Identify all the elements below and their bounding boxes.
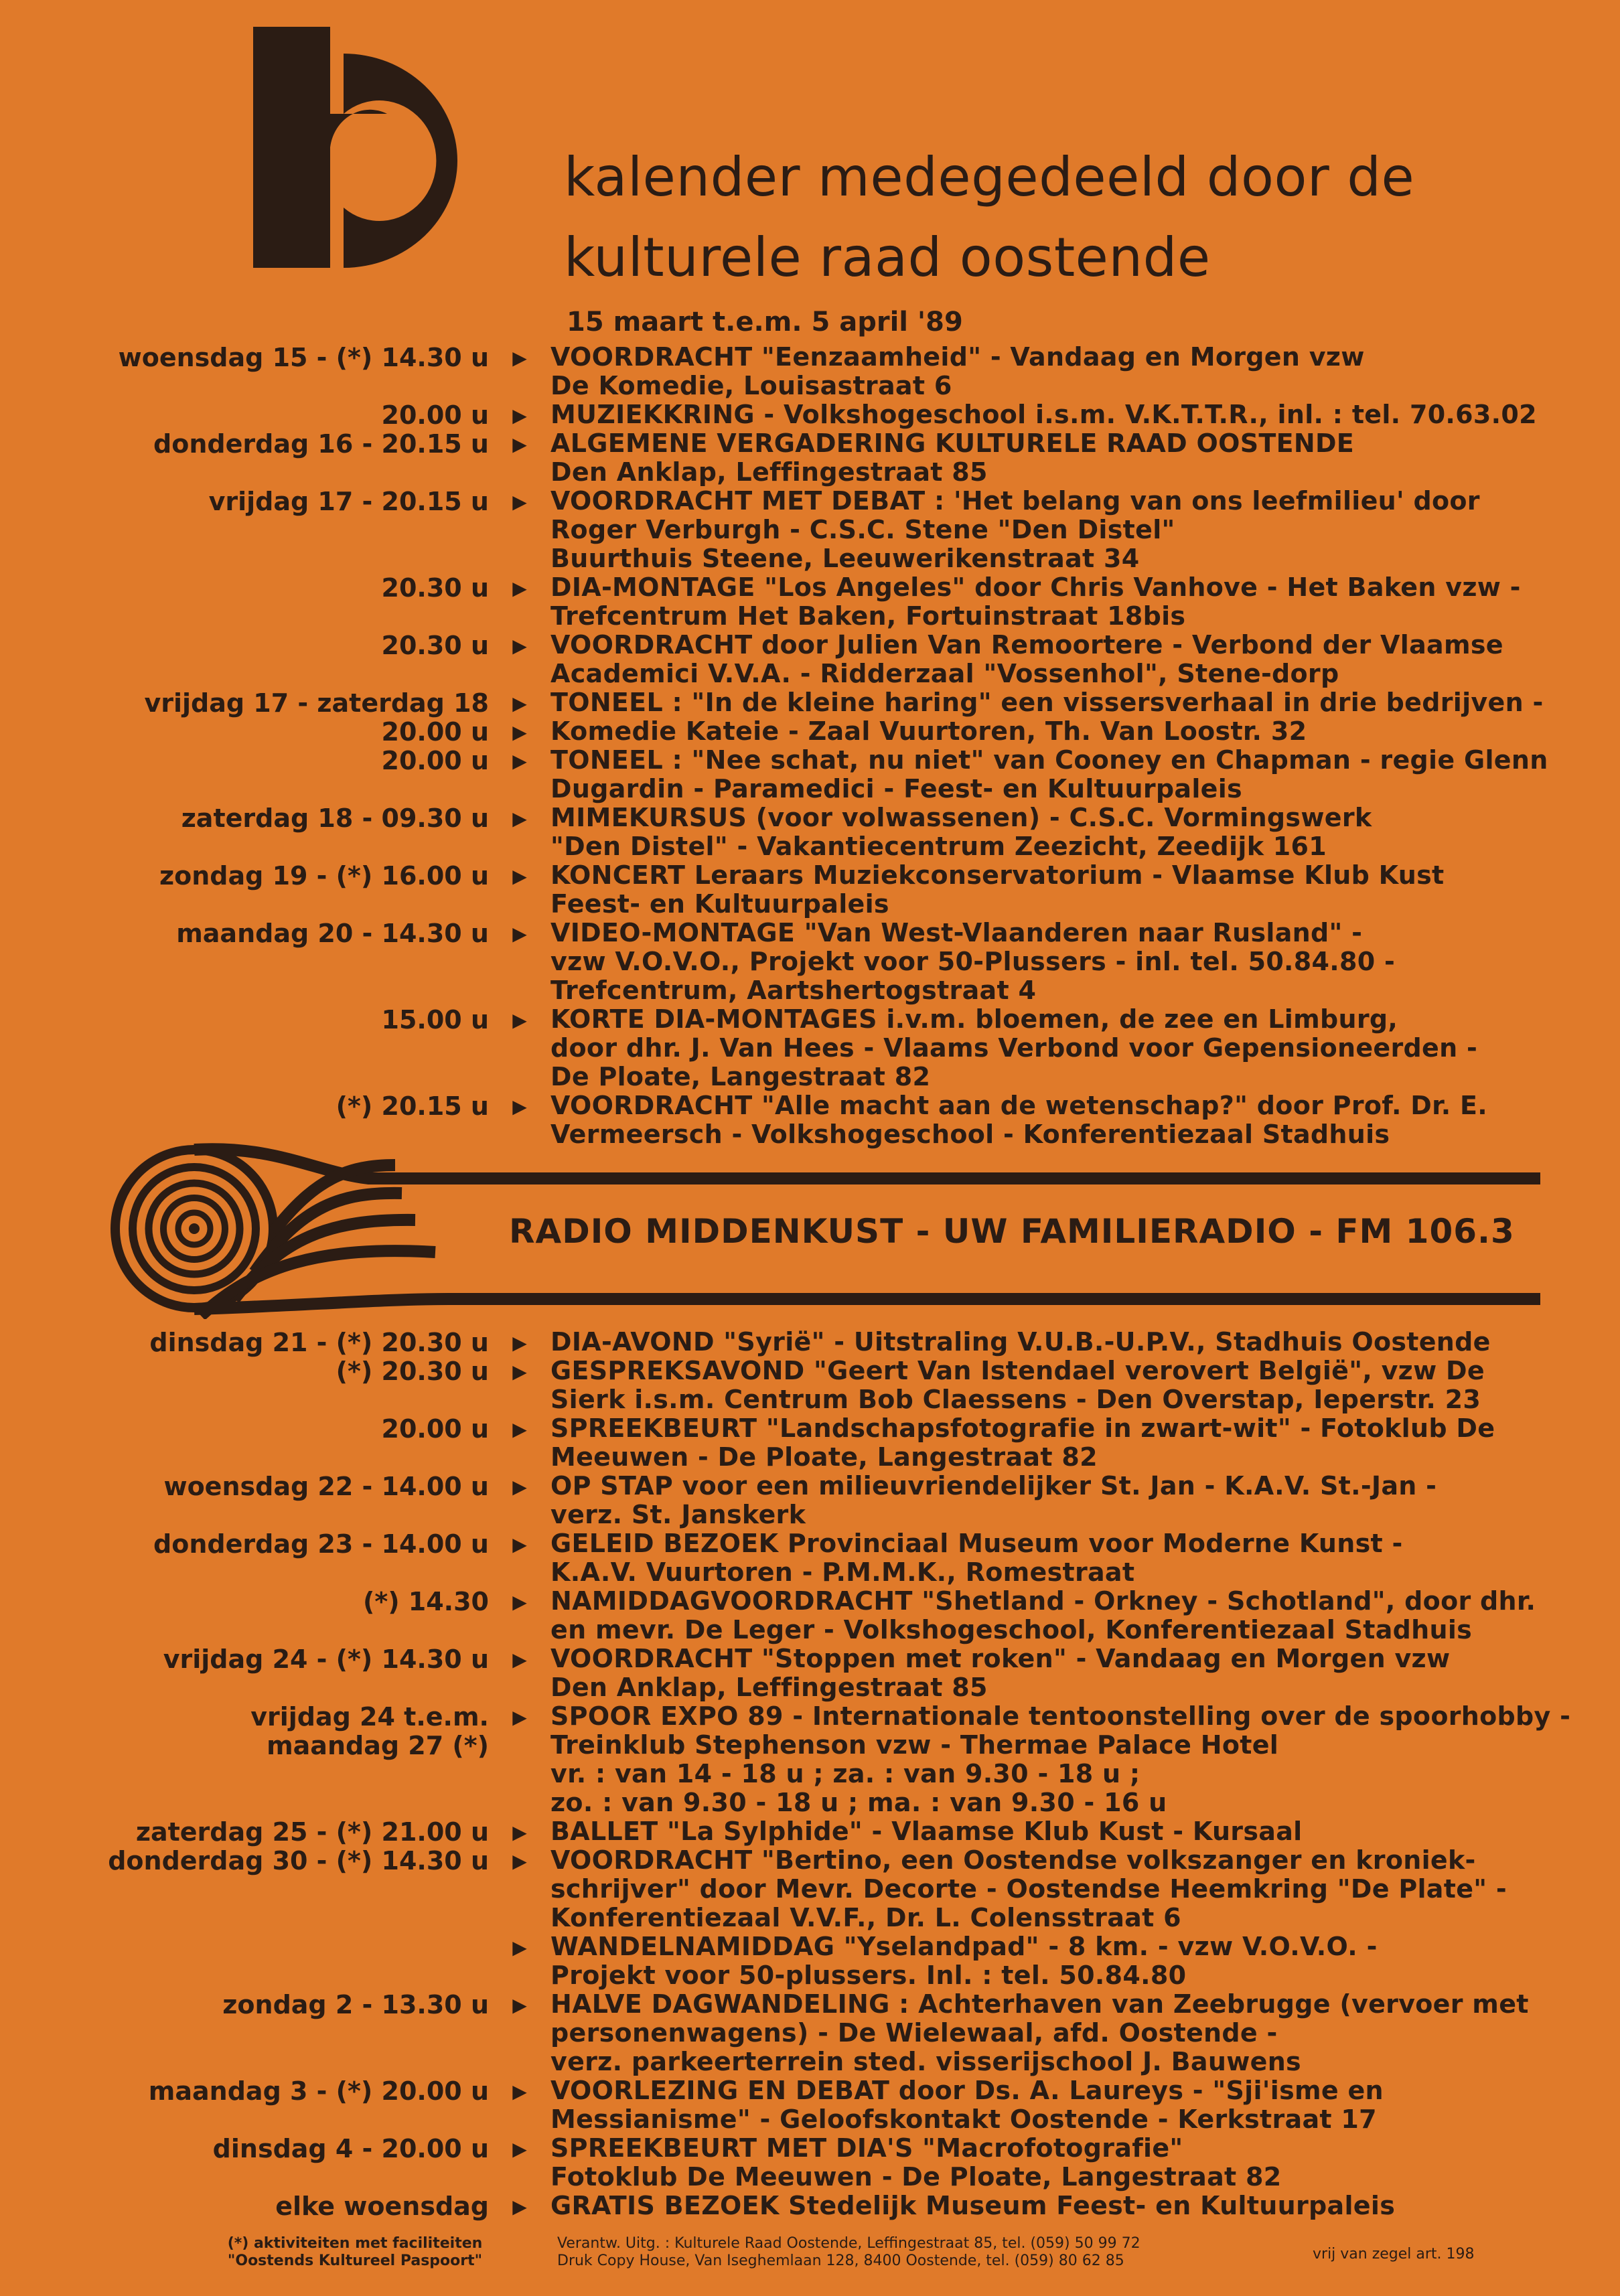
event-description	[550, 1328, 1536, 1414]
arrow-column	[489, 631, 550, 660]
event-line: OP STAP voor een milieuvriendelijker St. Jan - K.A.V. St.-Jan -	[550, 1471, 1437, 1501]
arrow-column	[489, 1005, 550, 1035]
arrow-column	[489, 1932, 550, 1962]
event-date: (*) 20.15 u	[336, 1091, 489, 1121]
event-description	[550, 1990, 1536, 2076]
event-description	[550, 1005, 1536, 1091]
event-line: WANDELNAMIDDAG "Yselandpad" - 8 km. - vzw V.O.V.O. -	[550, 1932, 1378, 1961]
play-triangle-icon: ▶	[512, 635, 527, 657]
footnote-line-1: (*) aktiviteiten met faciliteiten	[227, 2235, 483, 2252]
event-entry	[0, 803, 1620, 861]
play-triangle-icon: ▶	[512, 404, 527, 427]
event-entry	[0, 573, 1620, 631]
event-line: ALGEMENE VERGADERING KULTURELE RAAD OOSTENDE	[550, 429, 1355, 458]
arrow-column	[489, 1529, 550, 1559]
event-line: TONEEL : "In de kleine haring" een vissersverhaal in drie bedrijven -	[550, 688, 1544, 717]
play-triangle-icon: ▶	[512, 347, 527, 369]
event-date: woensdag 15 - (*) 14.30 u	[118, 343, 489, 372]
event-date: zaterdag 25 - (*) 21.00 u donderdag 30 - (*) 14.30 u	[108, 1817, 489, 1876]
event-line: Buurthuis Steene, Leeuwerikenstraat 34	[550, 544, 1140, 573]
event-date: donderdag 23 - 14.00 u	[153, 1529, 489, 1559]
arrow-column	[489, 1328, 550, 1386]
event-entry	[0, 1328, 1620, 1414]
play-triangle-icon: ▶	[512, 1850, 527, 1872]
event-line: Treinklub Stephenson vzw - Thermae Palace Hotel	[550, 1730, 1279, 1760]
event-line: Vermeersch - Volkshogeschool - Konferentiezaal Stadhuis	[550, 1120, 1390, 1149]
event-line: VOORDRACHT "Bertino, een Oostendse volkszanger en kroniek-	[550, 1845, 1476, 1875]
event-date: zaterdag 18 - 09.30 u	[181, 803, 489, 833]
event-description	[550, 631, 1536, 688]
arrow-column	[489, 1990, 550, 2019]
event-entry	[0, 1587, 1620, 1644]
arrow-column	[489, 2192, 550, 2221]
event-description	[550, 343, 1536, 400]
event-line: DIA-AVOND "Syrië" - Uitstraling V.U.B.-U.P.V., Stadhuis Oostende	[550, 1327, 1491, 1357]
event-line: VOORDRACHT door Julien Van Remoortere - Verbond der Vlaamse	[550, 630, 1503, 660]
play-triangle-icon: ▶	[512, 692, 527, 714]
event-line: Academici V.V.A. - Ridderzaal "Vossenhol", Stene-dorp	[550, 659, 1339, 688]
play-triangle-icon: ▶	[512, 1095, 527, 1118]
play-triangle-icon: ▶	[512, 577, 527, 599]
event-line: en mevr. De Leger - Volkshogeschool, Konferentiezaal Stadhuis	[550, 1615, 1473, 1644]
event-date: zondag 2 - 13.30 u	[222, 1990, 489, 2019]
play-triangle-icon: ▶	[512, 1476, 527, 1498]
play-triangle-icon: ▶	[512, 2196, 527, 2218]
event-description	[550, 2076, 1536, 2134]
event-date: dinsdag 4 - 20.00 u	[212, 2134, 489, 2163]
event-line: "Den Distel" - Vakantiecentrum Zeezicht, Zeedijk 161	[550, 832, 1327, 861]
kro-logo-icon	[253, 27, 521, 268]
event-entry	[0, 1817, 1620, 1932]
stamp-note: vrij van zegel art. 198	[1313, 2246, 1475, 2263]
event-date	[0, 1932, 489, 1933]
event-line: De Ploate, Langestraat 82	[550, 1062, 931, 1091]
events-part-2	[0, 1328, 1620, 2221]
event-entry	[0, 487, 1620, 573]
event-description	[550, 1644, 1536, 1702]
play-triangle-icon: ▶	[512, 750, 527, 772]
event-date: (*) 14.30	[362, 1587, 489, 1616]
play-triangle-icon: ▶	[512, 1361, 527, 1383]
title-line-1: kalender medegedeeld door de	[564, 146, 1415, 208]
arrow-column	[489, 2134, 550, 2163]
arrow-column	[489, 1817, 550, 1876]
event-line: Trefcentrum Het Baken, Fortuinstraat 18bis	[550, 601, 1186, 631]
event-line: vr. : van 14 - 18 u ; za. : van 9.30 - 18 u ;	[550, 1759, 1140, 1788]
event-entry	[0, 631, 1620, 688]
event-line: VOORDRACHT "Stoppen met roken" - Vandaag en Morgen vzw	[550, 1644, 1451, 1673]
event-line: verz. St. Janskerk	[550, 1500, 806, 1529]
arrow-column	[489, 1414, 550, 1444]
event-description	[550, 1701, 1571, 1817]
arrow-column	[489, 803, 550, 833]
event-date: woensdag 22 - 14.00 u	[163, 1472, 489, 1501]
arrow-column	[489, 1644, 550, 1674]
event-date: maandag 3 - (*) 20.00 u	[148, 2076, 489, 2106]
arrow-column	[489, 487, 550, 516]
event-date: vrijdag 24 t.e.m. maandag 27 (*)	[250, 1702, 489, 1760]
events-part-1	[0, 343, 1620, 1149]
play-triangle-icon: ▶	[512, 2138, 527, 2160]
play-triangle-icon: ▶	[512, 433, 527, 455]
event-line: GRATIS BEZOEK Stedelijk Museum Feest- en Kultuurpaleis	[550, 2191, 1396, 2220]
arrow-column	[489, 343, 550, 372]
play-triangle-icon: ▶	[512, 1591, 527, 1613]
event-line: VOORDRACHT MET DEBAT : 'Het belang van ons leefmilieu' door	[550, 486, 1480, 516]
play-triangle-icon: ▶	[512, 491, 527, 513]
event-entry	[0, 1702, 1620, 1817]
event-line: VIDEO-MONTAGE "Van West-Vlaanderen naar Rusland" -	[550, 918, 1363, 947]
event-entry	[0, 400, 1620, 487]
event-line: SPREEKBEURT MET DIA'S "Macrofotografie"	[550, 2133, 1183, 2163]
event-entry	[0, 2192, 1620, 2221]
event-line: Komedie Kateie - Zaal Vuurtoren, Th. Van Loostr. 32	[550, 716, 1307, 746]
event-line: VOORLEZING EN DEBAT door Ds. A. Laureys - "Sji'isme en	[550, 2076, 1384, 2105]
event-entry	[0, 1472, 1620, 1529]
event-date: zondag 19 - (*) 16.00 u	[159, 861, 489, 891]
arrow-column	[489, 573, 550, 603]
event-line: K.A.V. Vuurtoren - P.M.M.K., Romestraat	[550, 1557, 1135, 1587]
event-line: VOORDRACHT "Alle macht aan de wetenschap?" door Prof. Dr. E.	[550, 1091, 1488, 1120]
arrow-column	[489, 861, 550, 891]
event-line: NAMIDDAGVOORDRACHT "Shetland - Orkney - Schotland", door dhr.	[550, 1586, 1536, 1616]
play-triangle-icon: ▶	[512, 808, 527, 830]
event-date: vrijdag 24 - (*) 14.30 u	[163, 1644, 489, 1674]
event-date: 15.00 u	[381, 1005, 489, 1035]
event-description	[550, 1587, 1536, 1644]
arrow-column	[489, 688, 550, 775]
event-description	[550, 1414, 1536, 1472]
event-line: vzw V.O.V.O., Projekt voor 50-Plussers - inl. tel. 50.84.80 -	[550, 947, 1396, 976]
event-line: Sierk i.s.m. Centrum Bob Claessens - Den Overstap, Ieperstr. 23	[550, 1385, 1481, 1414]
play-triangle-icon: ▶	[512, 923, 527, 945]
event-date: vrijdag 17 - zaterdag 18 20.00 u 20.00 u	[144, 688, 489, 775]
event-date: 20.30 u	[381, 631, 489, 660]
event-line: Dugardin - Paramedici - Feest- en Kultuurpaleis	[550, 774, 1242, 803]
event-entry	[0, 2134, 1620, 2192]
event-entry	[0, 919, 1620, 1005]
arrow-column	[489, 1472, 550, 1501]
period-label: 15 maart t.e.m. 5 april '89	[567, 307, 963, 337]
arrow-column	[489, 1091, 550, 1121]
event-line: KORTE DIA-MONTAGES i.v.m. bloemen, de zee en Limburg,	[550, 1004, 1398, 1034]
publisher-info	[557, 2235, 1140, 2270]
play-triangle-icon: ▶	[512, 1821, 527, 1843]
event-line: HALVE DAGWANDELING : Achterhaven van Zeebrugge (vervoer met	[550, 1989, 1529, 2019]
play-triangle-icon: ▶	[512, 1936, 527, 1959]
event-line: TONEEL : "Nee schat, nu niet" van Cooney en Chapman - regie Glenn	[550, 745, 1548, 775]
event-line: Den Anklap, Leffingestraat 85	[550, 1673, 988, 1702]
play-triangle-icon: ▶	[512, 1418, 527, 1440]
event-line: MUZIEKKRING - Volkshogeschool i.s.m. V.K.T.T.R., inl. : tel. 70.63.02	[550, 400, 1537, 429]
event-date: elke woensdag	[275, 2192, 489, 2221]
play-triangle-icon: ▶	[512, 1994, 527, 2016]
event-description	[550, 688, 1548, 803]
publisher-line-1: Verantw. Uitg. : Kulturele Raad Oostende, Leffingestraat 85, tel. (059) 50 99 72	[557, 2235, 1140, 2252]
event-description	[550, 919, 1536, 1005]
event-description	[550, 2192, 1536, 2220]
event-line: Konferentiezaal V.V.F., Dr. L. Colensstraat 6	[550, 1903, 1181, 1932]
event-line: GELEID BEZOEK Provinciaal Museum voor Moderne Kunst -	[550, 1529, 1403, 1558]
event-date: vrijdag 17 - 20.15 u	[208, 487, 489, 516]
event-line: Meeuwen - De Ploate, Langestraat 82	[550, 1442, 1098, 1472]
title-line-2: kulturele raad oostende	[564, 226, 1211, 289]
event-line: Trefcentrum, Aartshertogstraat 4	[550, 976, 1037, 1005]
arrow-column	[489, 919, 550, 948]
event-entry	[0, 1932, 1620, 1990]
event-entry	[0, 1005, 1620, 1091]
event-entry	[0, 688, 1620, 803]
event-line: Fotoklub De Meeuwen - De Ploate, Langestraat 82	[550, 2162, 1282, 2192]
event-description	[550, 803, 1536, 861]
event-line: Messianisme" - Geloofskontakt Oostende - Kerkstraat 17	[550, 2104, 1377, 2134]
arrow-column	[489, 1702, 550, 1732]
event-line: Roger Verburgh - C.S.C. Stene "Den Distel"	[550, 515, 1175, 544]
play-triangle-icon: ▶	[512, 1533, 527, 1555]
play-triangle-icon: ▶	[512, 721, 527, 743]
radio-banner-text: RADIO MIDDENKUST - UW FAMILIERADIO - FM 106.3	[509, 1212, 1515, 1251]
page-title	[564, 137, 1568, 298]
event-line: De Komedie, Louisastraat 6	[550, 371, 952, 400]
event-entry	[0, 2076, 1620, 2134]
event-line: verz. parkeerterrein sted. visserijschool J. Bauwens	[550, 2047, 1301, 2076]
event-line: personenwagens) - De Wielewaal, afd. Oostende -	[550, 2018, 1278, 2048]
play-triangle-icon: ▶	[512, 1706, 527, 1728]
event-date: maandag 20 - 14.30 u	[176, 919, 489, 948]
event-date: 20.00 u	[381, 1414, 489, 1444]
arrow-column	[489, 400, 550, 459]
event-line: door dhr. J. Van Hees - Vlaams Verbond voor Gepensioneerden -	[550, 1033, 1478, 1063]
event-line: GESPREKSAVOND "Geert Van Istendael verovert België", vzw De	[550, 1356, 1485, 1385]
event-entry	[0, 1990, 1620, 2076]
event-line: SPOOR EXPO 89 - Internationale tentoonstelling over de spoorhobby -	[550, 1701, 1571, 1731]
event-date: dinsdag 21 - (*) 20.30 u (*) 20.30 u	[149, 1328, 489, 1386]
arrow-column	[489, 2076, 550, 2106]
publisher-line-2: Druk Copy House, Van Iseghemlaan 128, 8400 Oostende, tel. (059) 80 62 85	[557, 2252, 1124, 2269]
event-line: SPREEKBEURT "Landschapsfotografie in zwart-wit" - Fotoklub De	[550, 1413, 1495, 1443]
play-triangle-icon: ▶	[512, 1009, 527, 1031]
footnote-line-2: "Oostends Kultureel Paspoort"	[227, 2252, 483, 2269]
play-triangle-icon: ▶	[512, 865, 527, 887]
event-entry	[0, 1529, 1620, 1587]
event-description	[550, 1932, 1536, 1990]
event-entry	[0, 861, 1620, 919]
event-entry	[0, 343, 1620, 400]
event-line: VOORDRACHT "Eenzaamheid" - Vandaag en Morgen vzw	[550, 342, 1365, 372]
event-line: Feest- en Kultuurpaleis	[550, 889, 889, 919]
event-line: BALLET "La Sylphide" - Vlaamse Klub Kust - Kursaal	[550, 1817, 1303, 1846]
event-entry	[0, 1644, 1620, 1702]
arrow-column	[489, 1587, 550, 1616]
event-line: schrijver" door Mevr. Decorte - Oostendse Heemkring "De Plate" -	[550, 1874, 1507, 1904]
event-description	[550, 2134, 1536, 2192]
event-entry	[0, 1414, 1620, 1472]
event-description	[550, 573, 1536, 631]
event-date: 20.00 u donderdag 16 - 20.15 u	[153, 400, 489, 459]
event-description	[550, 861, 1536, 919]
play-triangle-icon: ▶	[512, 2080, 527, 2102]
event-line: Projekt voor 50-plussers. Inl. : tel. 50.84.80	[550, 1961, 1187, 1990]
event-description	[550, 400, 1536, 487]
event-line: Den Anklap, Leffingestraat 85	[550, 457, 988, 487]
event-description	[550, 1529, 1536, 1587]
event-line: zo. : van 9.30 - 18 u ; ma. : van 9.30 - 16 u	[550, 1788, 1167, 1817]
event-line: DIA-MONTAGE "Los Angeles" door Chris Vanhove - Het Baken vzw -	[550, 572, 1521, 602]
event-description	[550, 487, 1536, 573]
footnote	[221, 2235, 489, 2270]
event-description	[550, 1817, 1536, 1932]
play-triangle-icon: ▶	[512, 1332, 527, 1354]
event-description	[550, 1472, 1536, 1529]
event-date: 20.30 u	[381, 573, 489, 603]
event-line: KONCERT Leraars Muziekconservatorium - Vlaamse Klub Kust	[550, 860, 1445, 890]
play-triangle-icon: ▶	[512, 1649, 527, 1671]
event-line: MIMEKURSUS (voor volwassenen) - C.S.C. Vormingswerk	[550, 803, 1372, 832]
